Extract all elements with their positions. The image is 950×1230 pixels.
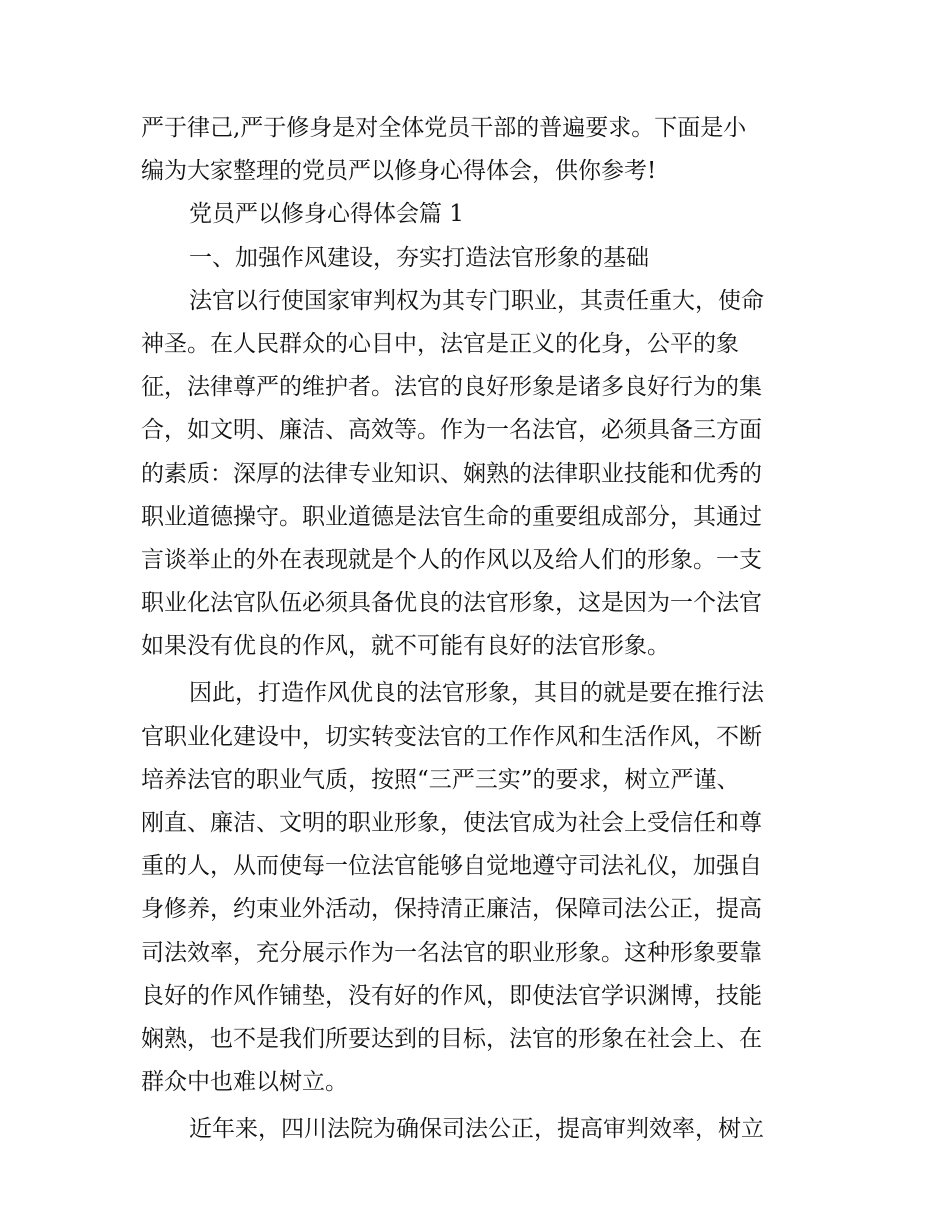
article-title: 党员严以修身心得体会篇 1: [189, 201, 464, 228]
paragraph-line: 培养法官的职业气质，按照“三严三实”的要求，树立严谨、: [141, 766, 740, 793]
paragraph-line: 近年来，四川法院为确保司法公正，提高审判效率，树立: [189, 1116, 764, 1143]
paragraph-line: 刚直、廉洁、文明的职业形象，使法官成为社会上受信任和尊: [141, 810, 762, 836]
paragraph-line: 群众中也难以树立。: [141, 1069, 348, 1096]
paragraph-line: 职业化法官队伍必须具备优良的法官形象，这是因为一个法官: [141, 590, 762, 617]
intro-line: 编为大家整理的党员严以修身心得体会，供你参考!: [141, 158, 657, 185]
paragraph-line: 娴熟，也不是我们所要达到的目标，法官的形象在社会上、在: [141, 1025, 762, 1052]
paragraph-line: 职业道德操守。职业道德是法官生命的重要组成部分，其通过: [141, 503, 762, 530]
section-heading: 一、加强作风建设，夯实打造法官形象的基础: [189, 244, 649, 271]
paragraph-line: 神圣。在人民群众的心目中，法官是正义的化身，公平的象: [141, 330, 739, 357]
paragraph-line: 司法效率，充分展示作为一名法官的职业形象。这种形象要靠: [141, 939, 762, 966]
paragraph-line: 重的人，从而使每一位法官能够自觉地遵守司法礼仪，加强自: [141, 853, 762, 880]
intro-line: 严于律己,严于修身是对全体党员干部的普遍要求。下面是小: [141, 115, 747, 141]
paragraph-line: 官职业化建设中，切实转变法官的工作作风和生活作风，不断: [141, 723, 762, 750]
paragraph-line: 如果没有优良的作风，就不可能有良好的法官形象。: [141, 633, 670, 660]
paragraph-line: 法官以行使国家审判权为其专门职业，其责任重大，使命: [189, 287, 764, 314]
paragraph-line: 的素质：深厚的法律专业知识、娴熟的法律职业技能和优秀的: [141, 460, 762, 487]
paragraph-line: 言谈举止的外在表现就是个人的作风以及给人们的形象。一支: [141, 546, 762, 573]
paragraph-line: 身修养，约束业外活动，保持清正廉洁，保障司法公正，提高: [141, 896, 762, 923]
paragraph-line: 征，法律尊严的维护者。法官的良好形象是诸多良好行为的集: [141, 374, 762, 401]
paragraph-line: 良好的作风作铺垫，没有好的作风，即使法官学识渊博，技能: [141, 982, 762, 1009]
paragraph-line: 因此，打造作风优良的法官形象，其目的就是要在推行法: [189, 680, 764, 707]
document-body: [141, 107, 811, 1152]
paragraph-line: 合，如文明、廉洁、高效等。作为一名法官，必须具备三方面: [141, 417, 762, 444]
